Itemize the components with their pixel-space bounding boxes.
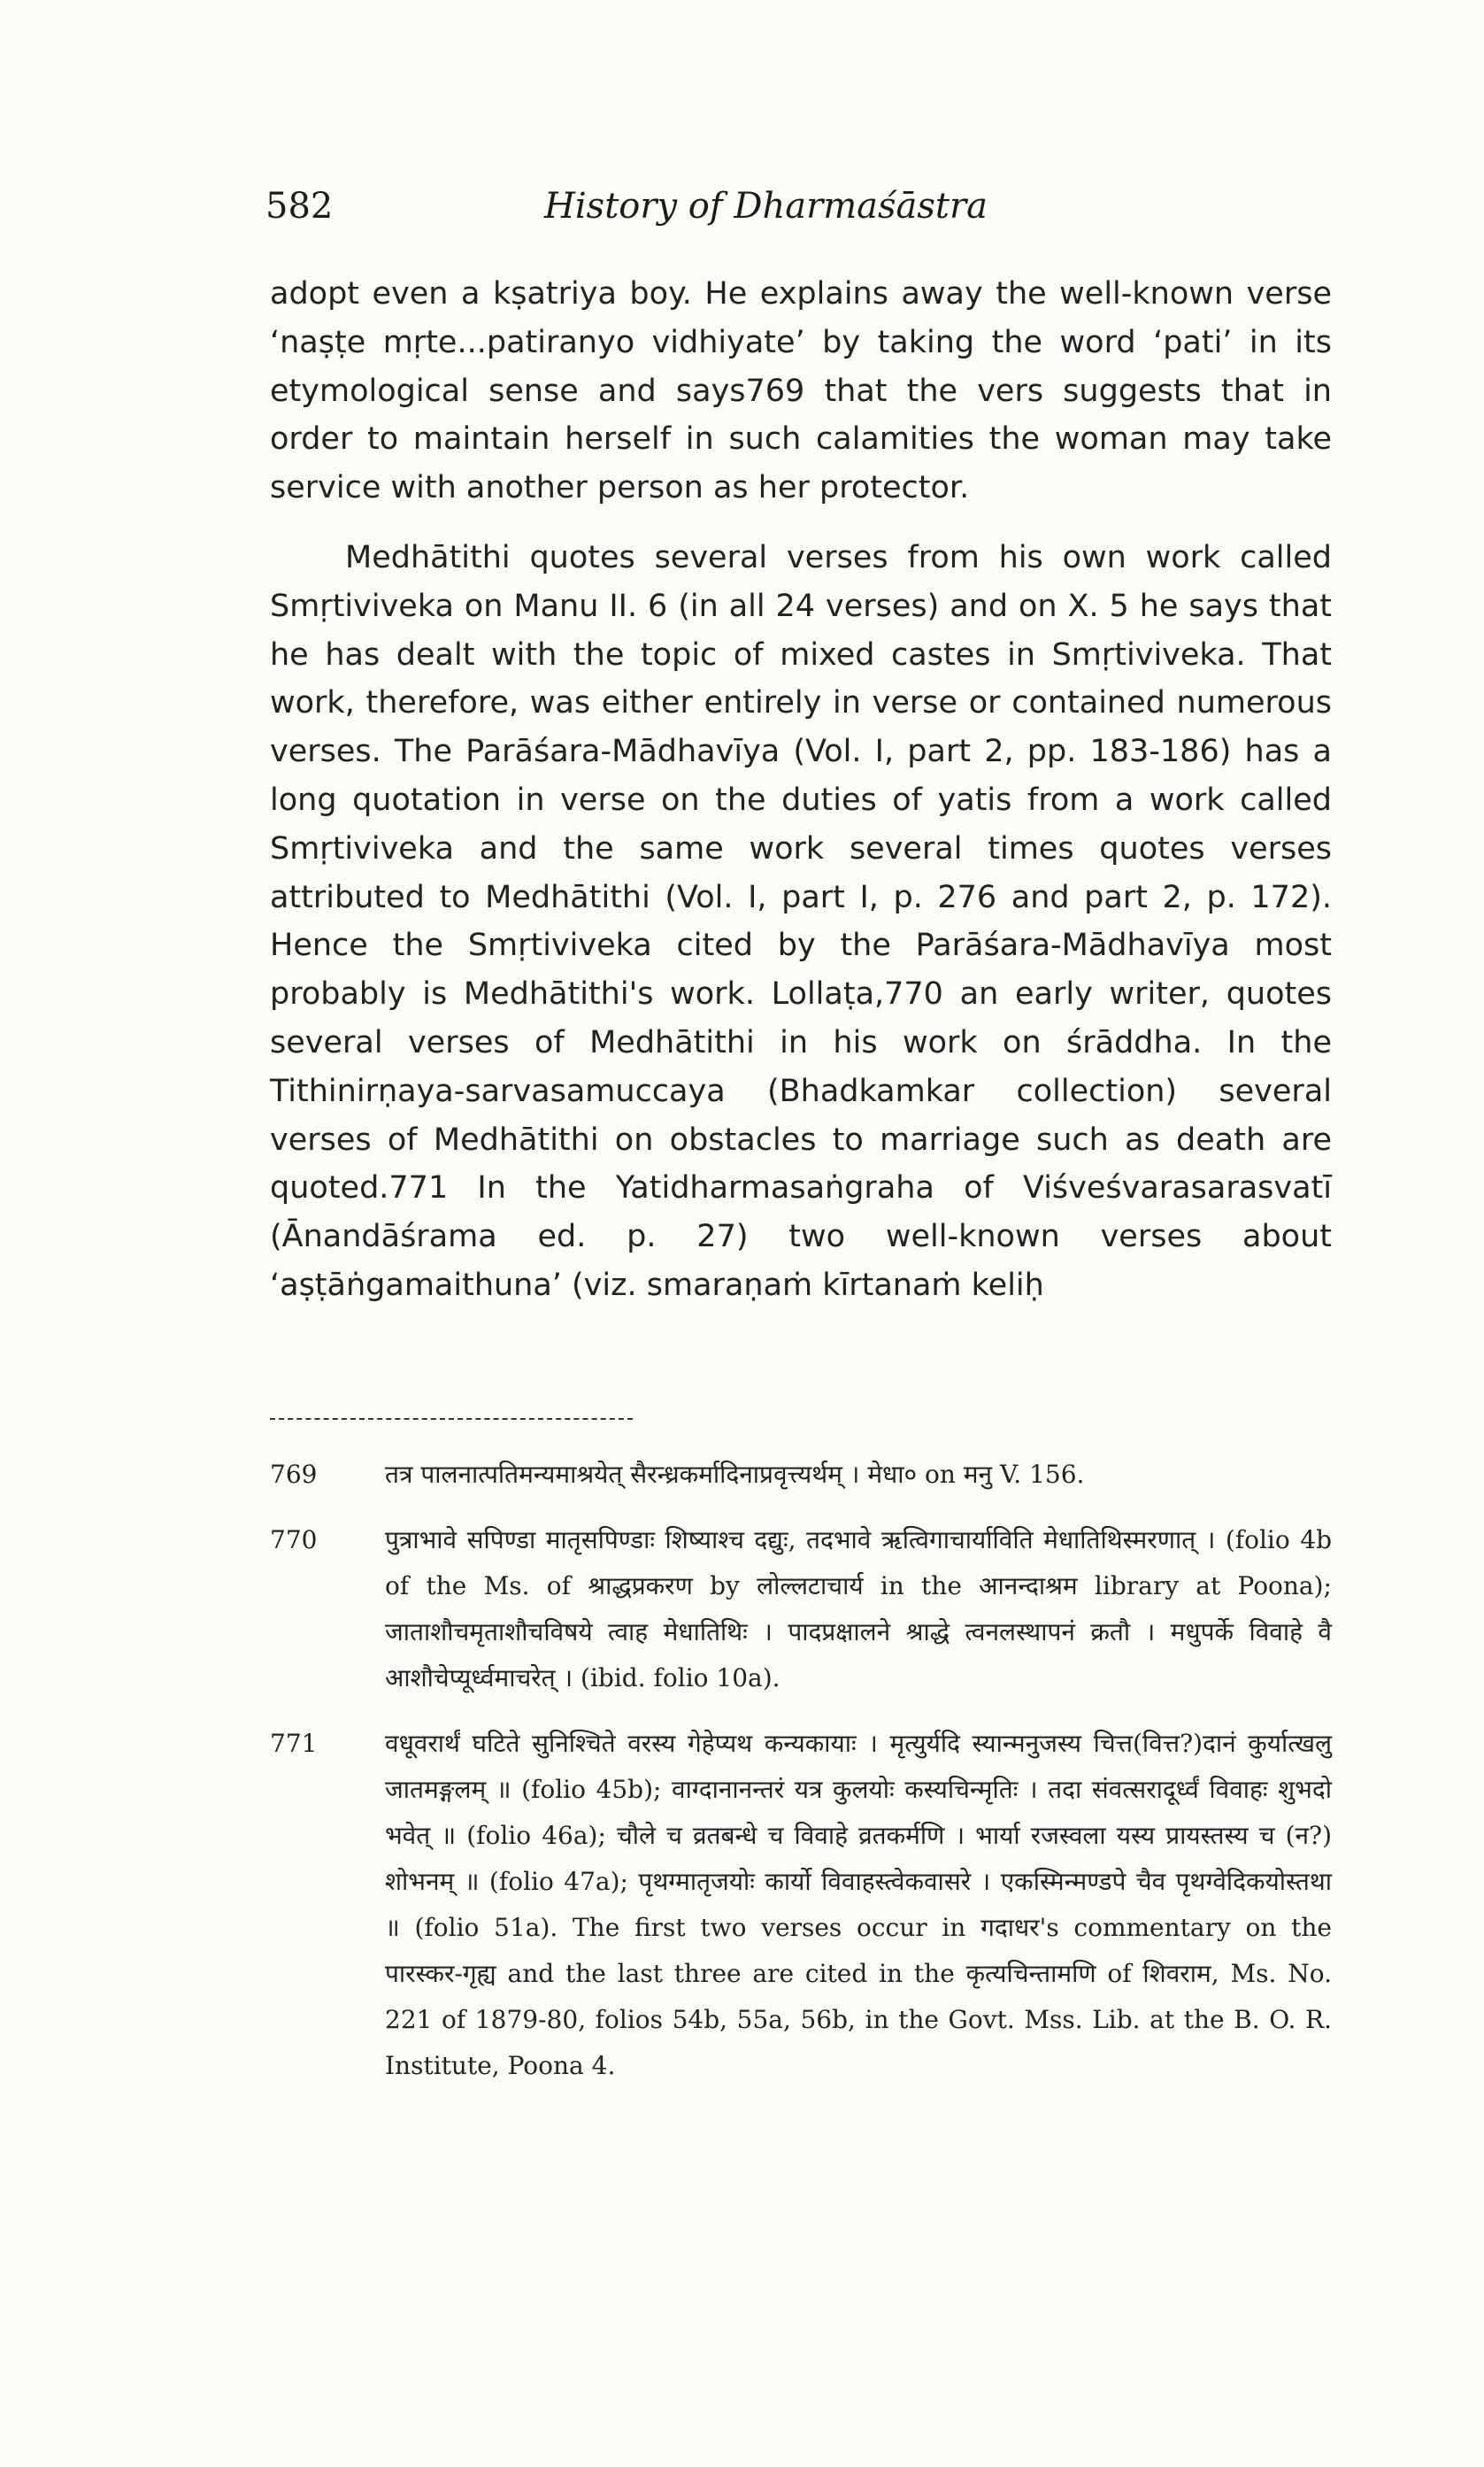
running-title: History of Dharmaśāstra (544, 186, 988, 227)
footnote-text: वधूवरार्थं घटिते सुनिश्चिते वरस्य गेहेप्यथ कन्यकायाः । मृत्युर्यदि स्यान्मनुजस्य चित्त(वित्त?)दानं कुर्यात्खलु जातमङ्गलम् ॥ (folio 45b); वाग्दानानन्तरं यत्र कुलयोः कस्यचिन्मृतिः । तदा संवत्सरादूर्ध्वं विवाहः शुभदो भवेत् ॥ (folio 46a); चौले च व्रतबन्धे च विवाहे व्रतकर्मणि । भार्या रजस्वला यस्य प्रायस्तस्य च (न?) शोभनम् ॥ (folio 47a); पृथग्मातृजयोः कार्यो विवाहस्त्वेकवासरे । एकस्मिन्मण्डपे चैव पृथग्वेदिकयोस्तथा ॥ (folio 51a). The first two verses occur in गदाधर's commentary on the पारस्कर-गृह्य and the last three are cited in the कृत्यचिन्तामणि of शिवराम, Ms. No. 221 of 1879-80, folios 54b, 55a, 56b, in the Govt. Mss. Lib. at the B. O. R. Institute, Poona 4. (385, 1729, 1332, 2080)
footnote-770 (270, 1517, 1332, 1701)
footnote-text: तत्र पालनात्पतिमन्यमाश्रयेत् सैरन्ध्रकर्मादिनाप्रवृत्त्यर्थम् । मेधा० on मनु V. 156. (385, 1460, 1085, 1489)
footnote-text: पुत्राभावे सपिण्डा मातृसपिण्डाः शिष्याश्च दद्युः, तदभावे ऋत्विगाचार्याविति मेधातिथिस्मरणात् । (folio 4b of the Ms. of श्राद्धप्रकरण by लोल्लटाचार्य in the आनन्दाश्रम library at Poona); जाताशौचमृताशौचविषये त्वाह मेधातिथिः । पादप्रक्षालने श्राद्धे त्वनलस्थापनं क्रतौ । मधुपर्के विवाहे वै आशौचेप्यूर्ध्वमाचरेत् । (ibid. folio 10a). (385, 1525, 1332, 1692)
footnote-number: 770 (270, 1525, 318, 1554)
footnote-771 (270, 1721, 1332, 2089)
footnote-769 (270, 1452, 1332, 1498)
footnotes (270, 1452, 1332, 2109)
footnote-number: 771 (270, 1729, 318, 1758)
footnote-number: 769 (270, 1460, 318, 1489)
page-header (265, 186, 1336, 239)
page-number: 582 (265, 186, 334, 227)
main-text (270, 270, 1332, 1310)
paragraph-2: Medhātithi quotes several verses from his own work called Smṛtiviveka on Manu II. 6 (in all 24 verses) and on X. 5 he says that he has dealt with the topic of mixed castes in Smṛtiviveka. That work, therefore, was either entirely in verse or contained numerous verses. The Parāśara-Mādhavīya (Vol. I, part 2, pp. 183-186) has a long quotation in verse on the duties of yatis from a work called Smṛtiviveka and the same work several times quotes verses attributed to Medhātithi (Vol. I, part I, p. 276 and part 2, p. 172). Hence the Smṛtiviveka cited by the Parāśara-Mādhavīya most probably is Medhātithi's work. Lollaṭa,770 an early writer, quotes several verses of Medhātithi in his work on śrāddha. In the Tithinirṇaya-sarvasamuccaya (Bhadkamkar collection) several verses of Medhātithi on obstacles to marriage such as death are quoted.771 In the Yatidharmasaṅgraha of Viśveśvarasarasvatī (Ānandāśrama ed. p. 27) two well-known verses about ‘aṣṭāṅgamaithuna’ (viz. smaraṇaṁ kīrtanaṁ keliḥ (270, 539, 1332, 1303)
footnote-separator (270, 1418, 633, 1420)
paragraph-1: adopt even a kṣatriya boy. He explains away the well-known verse ‘naṣṭe mṛte...patiranyo vidhiyate’ by taking the word ‘pati’ in its etymological sense and says769 that the vers suggests that in order to maintain herself in such calamities the woman may take service with another person as her protector. (270, 276, 1332, 506)
